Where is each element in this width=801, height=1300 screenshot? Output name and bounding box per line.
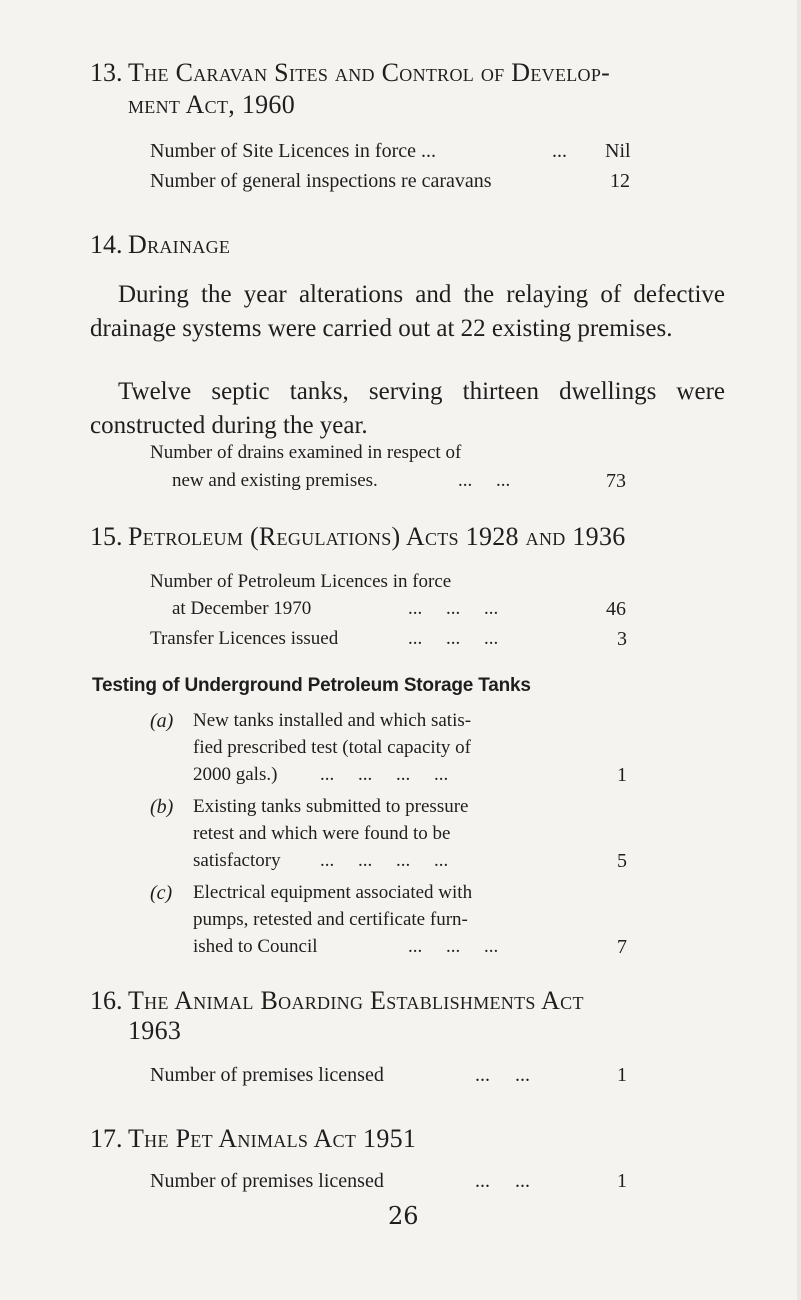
transfer-licences-value: 3: [617, 628, 627, 650]
section-14-number: 14.: [90, 230, 123, 259]
petroleum-licences-label-line1: Number of Petroleum Licences in force: [150, 571, 452, 592]
caravan-inspections-label: Number of general inspections re caravans: [150, 170, 492, 192]
site-licences-value: Nil: [605, 140, 631, 162]
pet-premises-value: 1: [617, 1170, 627, 1192]
item-c-label: (c): [150, 882, 173, 904]
petroleum-licences-label-line2: at December 1970: [172, 598, 312, 619]
drainage-paragraph-1: During the year alterations and the relaying of defective drainage systems were carried out at 22 existing premises.: [90, 281, 725, 342]
item-a-label: (a): [150, 710, 174, 732]
petroleum-licences-leader: ... ... ...: [408, 598, 499, 619]
section-16-number: 16.: [90, 986, 123, 1015]
item-a-line2: fied prescribed test (total capacity of: [193, 737, 472, 758]
section-14-title: Drainage: [128, 230, 231, 259]
site-licences-leader: ...: [552, 140, 567, 162]
drains-value: 73: [606, 470, 626, 492]
pet-premises-label: Number of premises licensed: [150, 1170, 384, 1192]
drains-label-line1: Number of drains examined in respect of: [150, 442, 462, 463]
pet-premises-leader: ... ...: [475, 1170, 530, 1192]
page-edge-shadow: [797, 0, 801, 1300]
item-c-value: 7: [617, 936, 627, 958]
item-c-line2: pumps, retested and certificate furn-: [193, 909, 468, 930]
item-c-line1: Electrical equipment associated with: [193, 882, 473, 903]
item-b-line1: Existing tanks submitted to pressure: [193, 796, 469, 817]
section-17-title: The Pet Animals Act 1951: [128, 1124, 417, 1153]
section-15-number: 15.: [90, 522, 123, 551]
item-a-line3: 2000 gals.): [193, 764, 278, 785]
section-13-number: 13.: [90, 58, 123, 87]
item-b-label: (b): [150, 796, 174, 818]
item-a-value: 1: [617, 764, 627, 786]
item-c-line3: ished to Council: [193, 936, 318, 957]
item-b-line3: satisfactory: [193, 850, 281, 871]
section-16-title-cont: 1963: [128, 1016, 182, 1045]
drains-label-line2: new and existing premises.: [172, 470, 378, 491]
item-b-value: 5: [617, 850, 627, 872]
item-a-leader: ... ... ... ...: [320, 764, 449, 785]
petroleum-licences-value: 46: [606, 598, 626, 620]
boarding-premises-leader: ... ...: [475, 1064, 530, 1086]
boarding-premises-label: Number of premises licensed: [150, 1064, 384, 1086]
item-b-leader: ... ... ... ...: [320, 850, 449, 871]
transfer-licences-label: Transfer Licences issued: [150, 628, 339, 649]
item-a-line1: New tanks installed and which satis-: [193, 710, 472, 731]
drains-leader: ... ...: [458, 470, 511, 491]
caravan-inspections-value: 12: [610, 170, 630, 192]
section-16-title: The Animal Boarding Establishments Act: [128, 986, 584, 1015]
section-13-title: The Caravan Sites and Control of Develop-: [128, 58, 611, 87]
boarding-premises-value: 1: [617, 1064, 627, 1086]
section-15-title: Petroleum (Regulations) Acts 1928 and 1936: [128, 522, 626, 551]
drainage-paragraph-2: Twelve septic tanks, serving thirteen dwellings were constructed during the year.: [90, 378, 725, 439]
testing-heading: Testing of Underground Petroleum Storage Tanks: [92, 675, 531, 696]
page-number: 26: [388, 1202, 419, 1230]
section-17-number: 17.: [90, 1124, 123, 1153]
item-c-leader: ... ... ...: [408, 936, 499, 957]
section-13-title-cont: ment Act, 1960: [128, 90, 296, 119]
transfer-licences-leader: ... ... ...: [408, 628, 499, 649]
site-licences-label: Number of Site Licences in force ...: [150, 140, 437, 162]
item-b-line2: retest and which were found to be: [193, 823, 451, 844]
